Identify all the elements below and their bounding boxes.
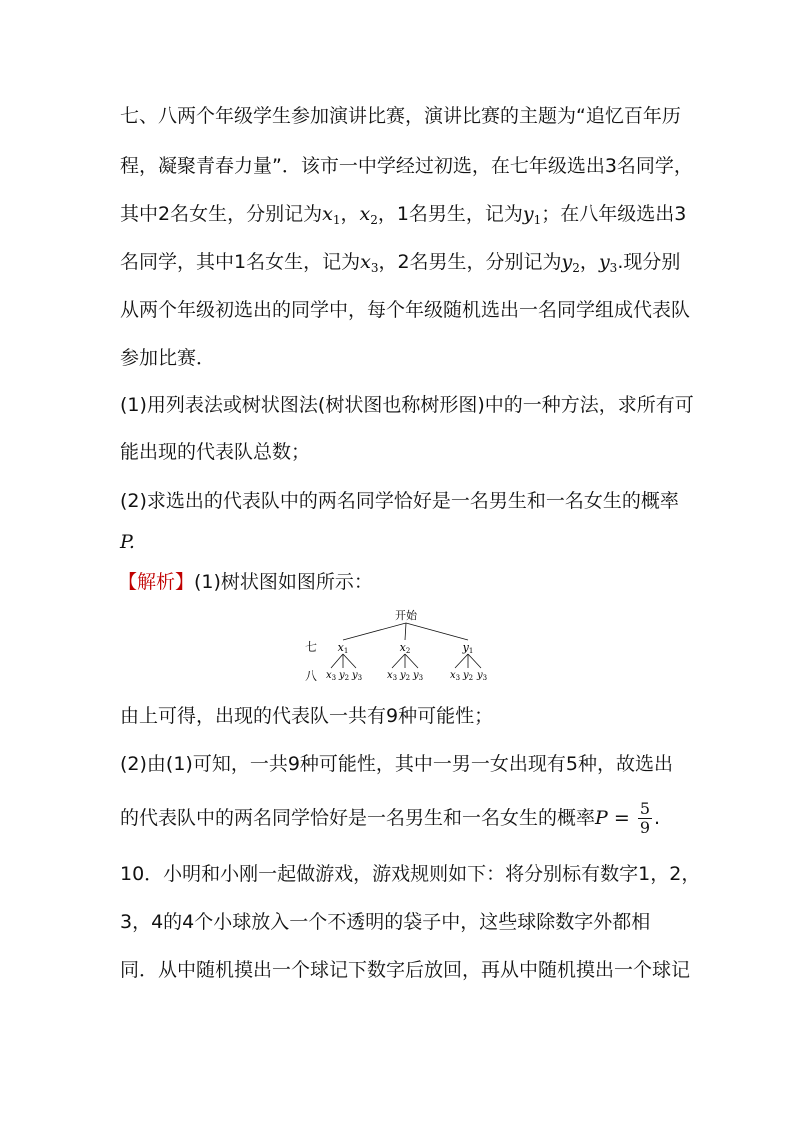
text-segment: ，2名男生，分别记为 xyxy=(378,251,562,273)
question-2-line: P. xyxy=(120,531,135,553)
problem-10-line: 3，4的4个小球放入一个不透明的袋子中，这些球除数字外都相 xyxy=(120,911,651,933)
tree-node: x1 xyxy=(337,641,349,655)
tree-level-label: 七 xyxy=(304,640,318,654)
tree-leaf: $x_3$ xyxy=(386,670,398,682)
tree-leaf: $y_3$ xyxy=(351,670,363,682)
tree-diagram xyxy=(298,604,518,684)
tree-edges xyxy=(331,623,481,668)
tree-leaf: $y_3$ xyxy=(412,670,424,682)
math-variable: P xyxy=(595,807,608,829)
problem-text-line: 程，凝聚青春力量”．该市一中学经过初选，在七年级选出3名同学， xyxy=(120,155,693,177)
problem-10-line: 10．小明和小刚一起做游戏，游戏规则如下：将分别标有数字1，2， xyxy=(120,863,701,885)
problem-text-line xyxy=(120,250,680,274)
text-segment: . xyxy=(654,807,661,829)
text-segment: ；在八年级选出3 xyxy=(541,203,687,225)
problem-text-line: 参加比赛． xyxy=(120,347,216,369)
tree-leaf: $y_2$ xyxy=(338,670,350,682)
text-segment: 其中2名女生，分别记为 xyxy=(120,203,323,225)
math-variable: $x_3$ xyxy=(360,251,379,275)
text-segment: ， xyxy=(340,203,360,225)
tree-leaf: $x_3$ xyxy=(325,670,337,682)
math-variable: $x_2$ xyxy=(359,203,378,227)
math-variable: $x_1$ xyxy=(322,203,341,227)
problem-text-line: 七、八两个年级学生参加演讲比赛，演讲比赛的主题为“追忆百年历 xyxy=(120,105,681,127)
text-segment: 名同学，其中1名女生，记为 xyxy=(120,251,361,273)
tree-root: 开始 xyxy=(395,609,417,622)
tree-node: y1 xyxy=(462,641,474,655)
text-segment: .现分别 xyxy=(617,251,681,273)
text-segment: 的代表队中的两名同学恰好是一名男生和一名女生的概率 xyxy=(120,807,596,829)
problem-10-line: 同．从中随机摸出一个球记下数字后放回，再从中随机摸出一个球记 xyxy=(120,959,691,981)
tree-leaf: $y_3$ xyxy=(476,670,488,682)
tree-leaf: $x_3$ xyxy=(449,670,461,682)
tree-node: x2 xyxy=(399,641,411,655)
problem-text-line xyxy=(120,202,686,226)
text-segment: ，1名男生，记为 xyxy=(377,203,523,225)
text-segment: (1)树状图如图所示： xyxy=(194,571,373,593)
analysis-step-line xyxy=(120,800,660,837)
question-2-line: (2)求选出的代表队中的两名同学恰好是一名男生和一名女生的概率 xyxy=(120,490,679,512)
math-variable: $y_1$ xyxy=(522,203,542,227)
analysis-step-line: (2)由(1)可知，一共9种可能性，其中一男一女出现有5种，故选出 xyxy=(120,753,674,775)
analysis-intro xyxy=(118,570,373,594)
probability-fraction xyxy=(638,800,652,837)
fraction-numerator: 5 xyxy=(639,799,650,818)
question-1-line: (1)用列表法或树状图法(树状图也称树形图)中的一种方法，求所有可 xyxy=(120,394,694,416)
problem-text-line: 从两个年级初选出的同学中，每个年级随机选出一名同学组成代表队 xyxy=(120,299,691,321)
math-variable: $y_2$ xyxy=(561,251,580,275)
math-variable: $y_3$ xyxy=(598,251,618,275)
analysis-tag: 【解析】 xyxy=(118,571,195,593)
text-segment: ， xyxy=(579,251,599,273)
fraction-denominator: 9 xyxy=(639,818,650,837)
equals-sign: = xyxy=(607,807,636,829)
tree-level-label: 八 xyxy=(304,669,318,683)
question-1-line: 能出现的代表队总数； xyxy=(120,441,311,463)
tree-leaf: $y_2$ xyxy=(462,670,474,682)
tree-leaf: $y_2$ xyxy=(399,670,411,682)
analysis-result-line: 由上可得，出现的代表队一共有9种可能性； xyxy=(120,705,494,727)
